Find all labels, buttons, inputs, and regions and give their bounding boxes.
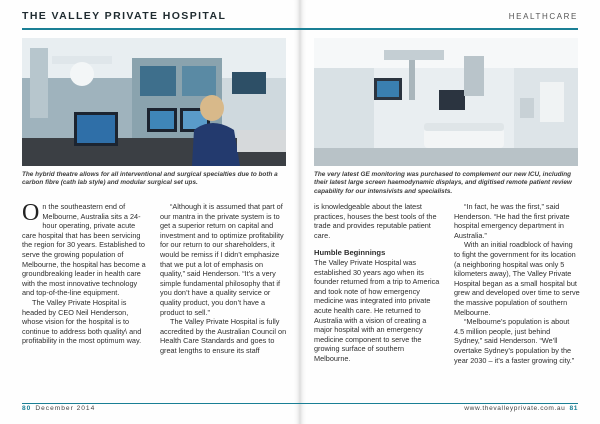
paragraph: The Valley Private Hospital is headed by CEO Neil Henderson, whose vision for the hospital is to continue to address both quality\ and profitability in the most optimum way. bbox=[22, 297, 142, 346]
section-label: HEALTHCARE bbox=[508, 12, 578, 21]
issue-date: December 2014 bbox=[35, 405, 96, 412]
left-column-2 bbox=[160, 202, 288, 356]
paragraph: n the southeastern end of Melbourne, Australia sits a 24-hour operating, private acute care hospital that has been servicing the region for 30 years. Established to serve the growing population of Melbourne, the hospital has become a groundbreaking leader in health care with the most innovative technology and top-of-the-line equipment. bbox=[22, 202, 146, 298]
paragraph: is knowledgeable about the latest practices, houses the best tools of the trade and provides reputable patient care. bbox=[314, 202, 437, 240]
paragraph: “Melbourne’s population is about 4.5 million people, just behind Sydney,” said Henderson. “We’ll overtake Sydney’s population by the year 2030 – it’s a faster growing city.” bbox=[454, 317, 575, 365]
paragraph: The Valley Private Hospital is fully accredited by the Australian Council on Health Care Standards and goes to great lengths to ensure its staff bbox=[160, 317, 287, 355]
hybrid-theatre-photo bbox=[22, 38, 286, 166]
paragraph: The Valley Private Hospital was established 30 years ago when its founder returned from a trip to America and took note of how emergency medicine was integrated into private acute health care. He returned to Australia with a vision of creating a major hospital with an emergency medicine component to serve the growing surface of southern Melbourne. bbox=[314, 257, 440, 363]
paragraph: “Although it is assumed that part of our mantra in the private system is to get a superior return on capital and investment and to optimize profitability for our return to our shareholders, it would be remiss if I didn’t emphasize that we put a lot of emphasis on quality,” said Henderson. “It’s a very simple fundamental philosophy that if you don’t have a quality service or quality product, you don’t have a product to sell.” bbox=[160, 202, 284, 317]
header-rule bbox=[22, 28, 300, 30]
right-column-1 bbox=[314, 202, 442, 364]
icu-room-photo bbox=[314, 38, 578, 166]
folio-left bbox=[22, 405, 95, 412]
photo-caption-left: The hybrid theatre allows for all interventional and surgical specialties due to both a carbon fibre (cath lab style) and modular surgical set ups. bbox=[22, 171, 278, 187]
right-page bbox=[300, 0, 600, 424]
magazine-title: THE VALLEY PRIVATE HOSPITAL bbox=[22, 10, 227, 22]
right-column-2 bbox=[454, 202, 580, 365]
page-number: 81 bbox=[569, 405, 578, 412]
subheading: Humble Beginnings bbox=[314, 248, 386, 258]
header-rule bbox=[300, 28, 578, 30]
paragraph: “In fact, he was the first,” said Henderson. “He had the first private hospital emergency department in Australia.” bbox=[454, 202, 570, 240]
website-url: www.thevalleyprivate.com.au bbox=[464, 405, 566, 412]
footer-rule bbox=[22, 403, 300, 404]
page-number: 80 bbox=[22, 405, 32, 412]
paragraph: With an initial roadblock of having to fight the government for its location (a neighboring hospital was only 5 kilometers away), The Valley Private Hospital began as a small hospital but grew and developed over time to serve the massive population of southern Melbourne. bbox=[454, 240, 580, 317]
drop-cap: O bbox=[22, 200, 40, 226]
left-column-1 bbox=[22, 202, 146, 346]
photo-caption-right: The very latest GE monitoring was purchased to complement our new ICU, including their latest large screen haemodynamic displays, and digitised remote patient review capability for our intensivists and specialists. bbox=[314, 171, 572, 195]
footer-rule bbox=[300, 403, 578, 404]
folio-right bbox=[464, 405, 578, 412]
